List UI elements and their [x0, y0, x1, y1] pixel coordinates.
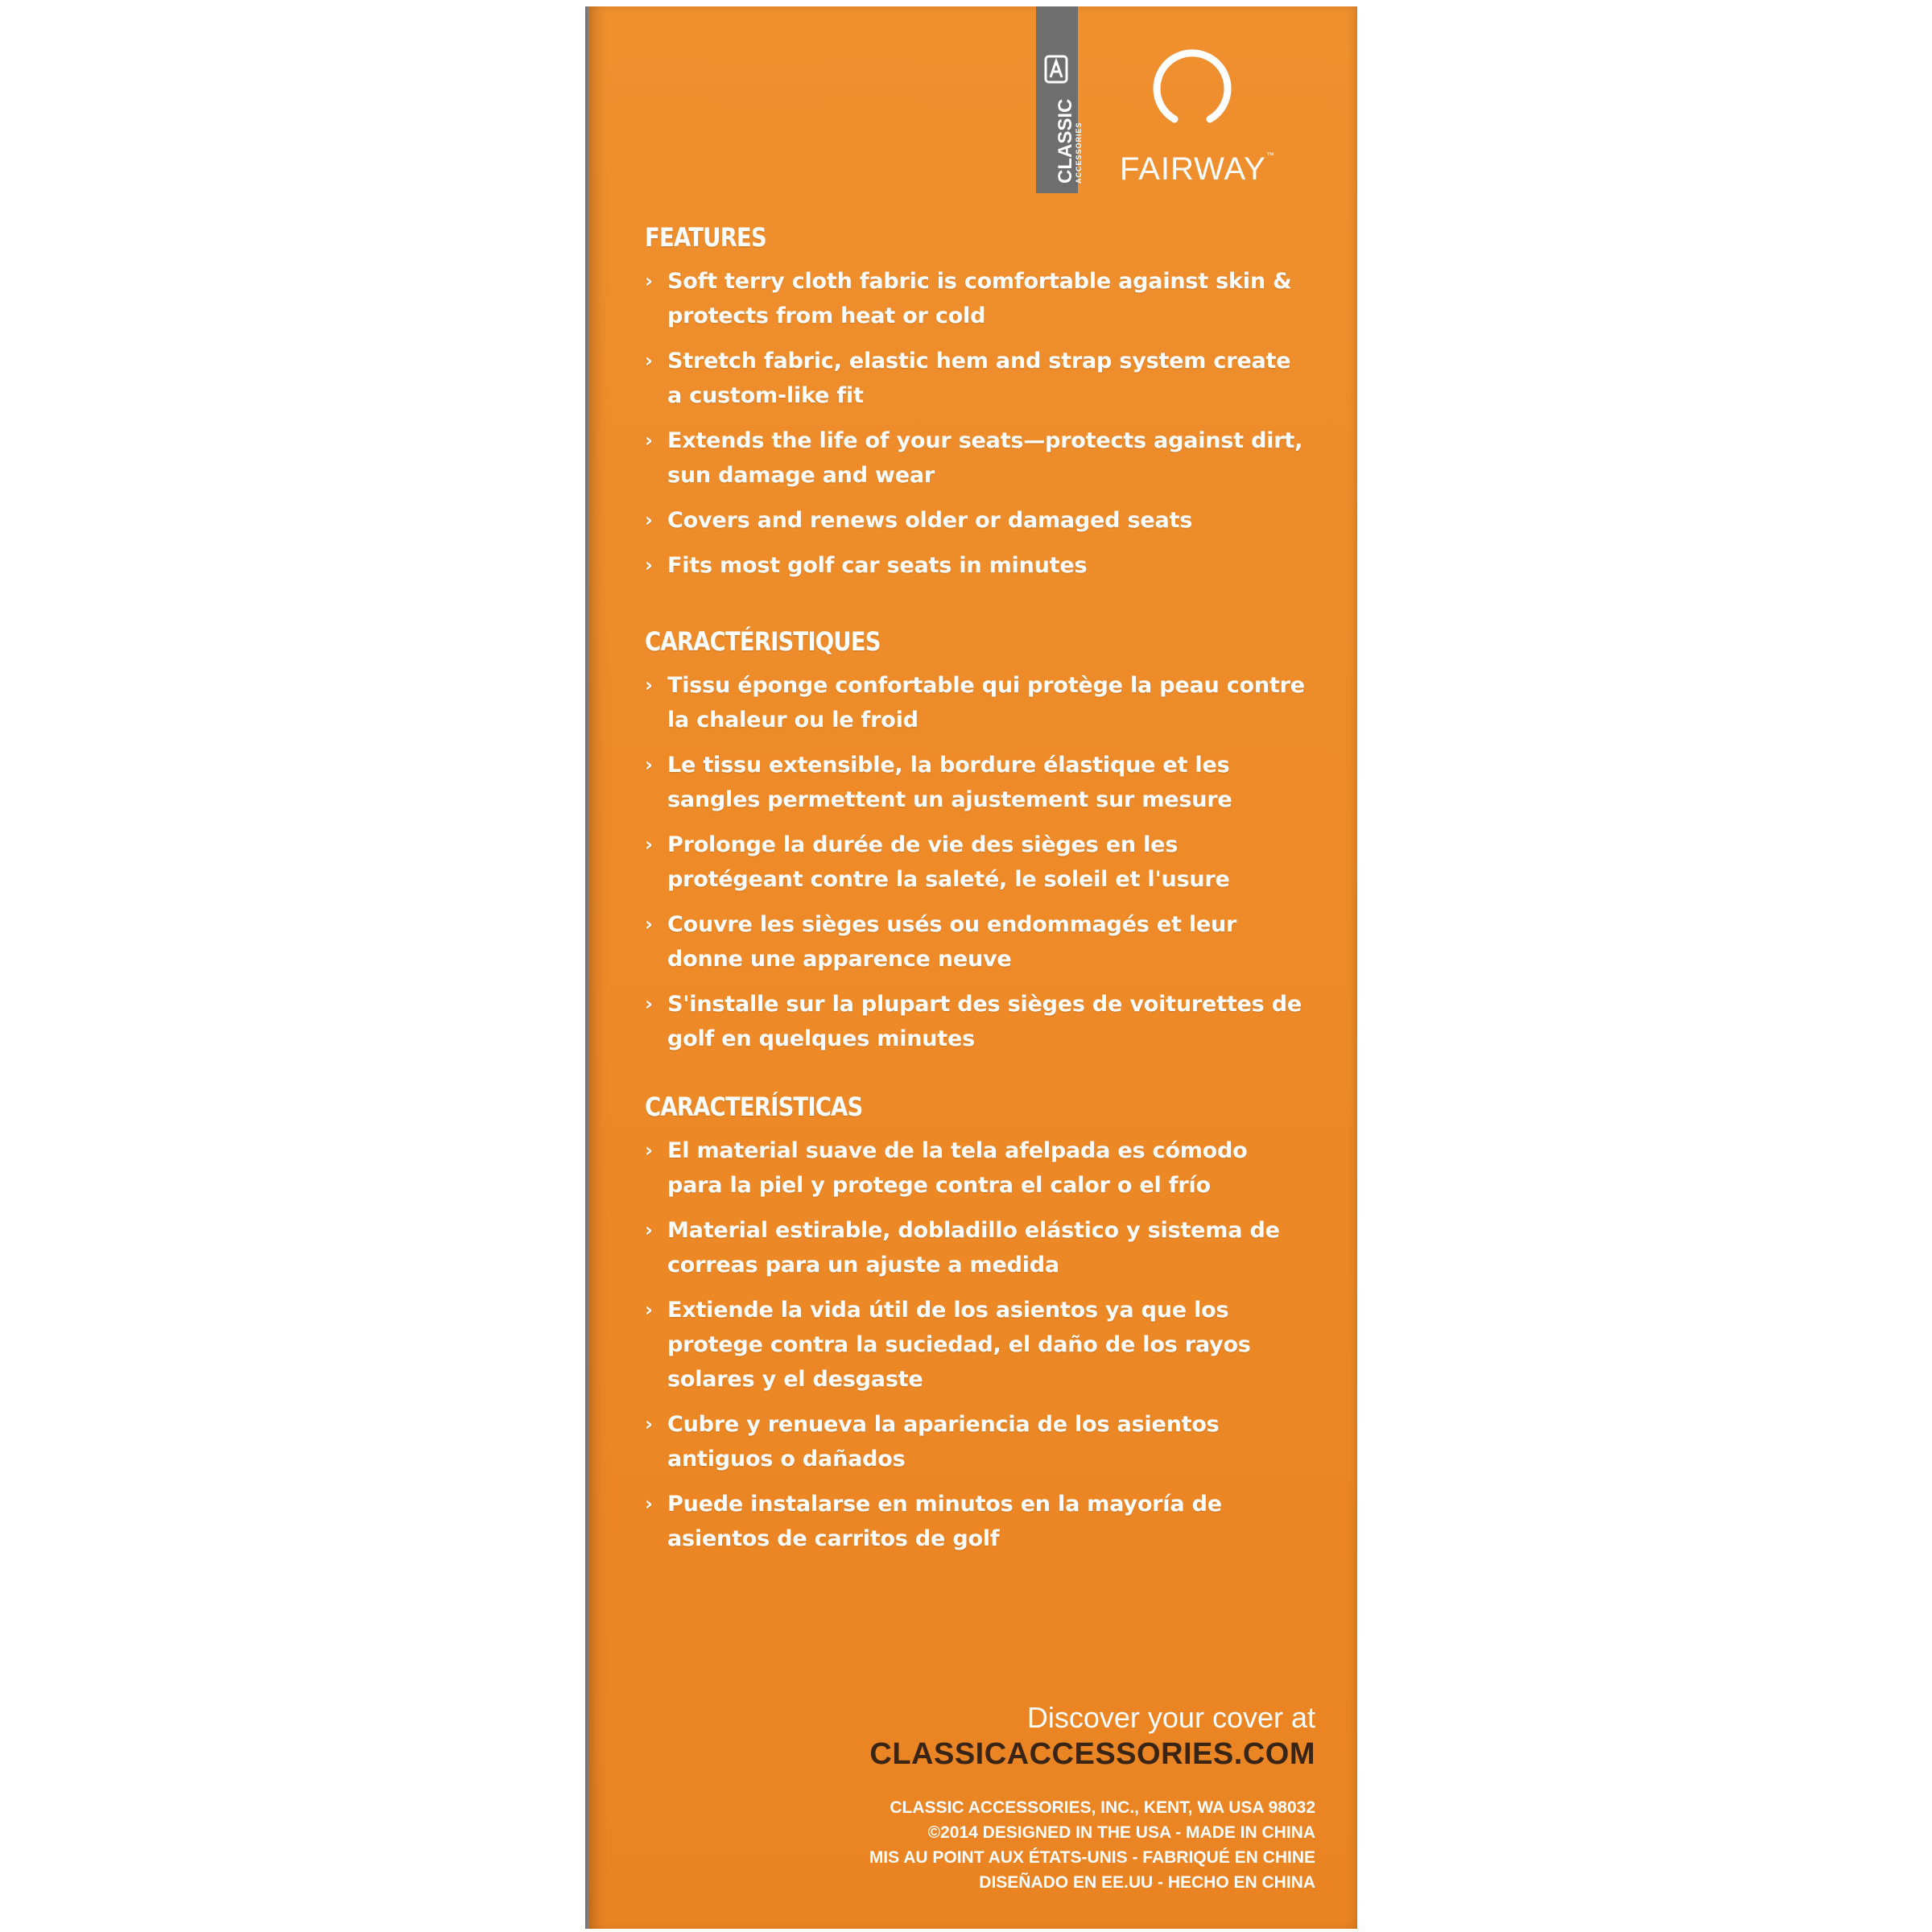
- list-item-text: Puede instalarse en minutos en la mayoría de asientos de carritos de golf: [667, 1492, 1222, 1551]
- list-item-text: Prolonge la durée de vie des sièges en les protégeant contre la saleté, le soleil et l'usure: [667, 832, 1230, 892]
- chevron-right-icon: ›: [645, 1413, 653, 1435]
- fairway-logo: [1120, 39, 1275, 200]
- chevron-right-icon: ›: [645, 1492, 653, 1515]
- fairway-wordmark-text: FAIRWAY: [1120, 151, 1266, 187]
- list-item-text: Covers and renews older or damaged seats: [667, 508, 1193, 533]
- chevron-right-icon: ›: [645, 429, 653, 452]
- caracteristiques-list: [645, 668, 1305, 1056]
- caracteristiques-section: [645, 626, 1305, 1067]
- chevron-right-icon: ›: [645, 674, 653, 696]
- chevron-right-icon: ›: [645, 913, 653, 935]
- ca-monogram-icon: [1044, 55, 1068, 84]
- legal-line-address: CLASSIC ACCESSORIES, INC., KENT, WA USA 98032: [890, 1798, 1315, 1817]
- section-title-caracteristicas: CARACTERÍSTICAS: [645, 1092, 863, 1122]
- classic-accessories-logo-tab: [1036, 6, 1083, 193]
- list-item: [645, 1293, 1305, 1397]
- list-item-text: Material estirable, dobladillo elástico y sistema de correas para un ajuste a medida: [667, 1218, 1280, 1278]
- features-section: [645, 222, 1305, 593]
- list-item: [645, 987, 1305, 1056]
- caracteristicas-section: [645, 1092, 1305, 1567]
- package-side-panel: [588, 6, 1357, 1929]
- list-item: [645, 1487, 1305, 1556]
- list-item: [645, 748, 1305, 817]
- legal-info: [869, 1795, 1315, 1895]
- list-item-text: Cubre y renueva la apariencia de los asientos antiguos o dañados: [667, 1412, 1220, 1472]
- list-item: [645, 264, 1305, 333]
- chevron-right-icon: ›: [645, 270, 653, 292]
- fairway-wordmark: [1120, 151, 1275, 188]
- list-item-text: Extends the life of your seats—protects against dirt, sun damage and wear: [667, 428, 1303, 488]
- chevron-right-icon: ›: [645, 349, 653, 372]
- list-item: [645, 1133, 1305, 1203]
- caracteristicas-list: [645, 1133, 1305, 1556]
- features-list: [645, 264, 1305, 583]
- list-item-text: Le tissu extensible, la bordure élastique et les sangles permettent un ajustement sur mesure: [667, 753, 1232, 812]
- list-item-text: El material suave de la tela afelpada es cómodo para la piel y protege contra el calor o el frío: [667, 1138, 1248, 1198]
- discover-tagline: Discover your cover at: [1026, 1701, 1315, 1734]
- website-url[interactable]: CLASSICACCESSORIES.COM: [869, 1737, 1315, 1771]
- list-item: [645, 907, 1305, 976]
- classic-accessories-wordmark: [1055, 98, 1083, 184]
- chevron-right-icon: ›: [645, 554, 653, 576]
- list-item-text: Soft terry cloth fabric is comfortable against skin & protects from heat or cold: [667, 269, 1292, 328]
- chevron-right-icon: ›: [645, 833, 653, 856]
- section-title-caracteristiques: CARACTÉRISTIQUES: [645, 626, 881, 657]
- trademark-symbol: ™: [1265, 151, 1275, 160]
- ca-wordmark-accessories: ACCESSORIES: [1075, 122, 1083, 184]
- list-item: [645, 503, 1305, 538]
- list-item: [645, 423, 1305, 493]
- legal-line-french: MIS AU POINT AUX ÉTATS-UNIS - FABRIQUÉ EN CHINE: [869, 1848, 1315, 1867]
- ring-logo-icon: [1150, 45, 1234, 129]
- list-item-text: Extiende la vida útil de los asientos ya que los protege contra la suciedad, el daño de los rayos solares y el desgaste: [667, 1298, 1251, 1392]
- list-item-text: Couvre les sièges usés ou endommagés et leur donne une apparence neuve: [667, 912, 1237, 972]
- list-item-text: S'installe sur la plupart des sièges de voiturettes de golf en quelques minutes: [667, 992, 1302, 1051]
- legal-line-copyright: ©2014 DESIGNED IN THE USA - MADE IN CHINA: [927, 1823, 1315, 1842]
- list-item: [645, 828, 1305, 897]
- list-item: [645, 1407, 1305, 1476]
- chevron-right-icon: ›: [645, 753, 653, 776]
- list-item-text: Tissu éponge confortable qui protège la peau contre la chaleur ou le froid: [667, 673, 1305, 733]
- chevron-right-icon: ›: [645, 993, 653, 1015]
- section-title-features: FEATURES: [645, 222, 766, 253]
- list-item: [645, 548, 1305, 583]
- list-item-text: Stretch fabric, elastic hem and strap system create a custom-like fit: [667, 349, 1291, 408]
- ca-wordmark-classic: CLASSIC: [1055, 98, 1076, 184]
- chevron-right-icon: ›: [645, 1298, 653, 1321]
- list-item: [645, 1213, 1305, 1282]
- list-item-text: Fits most golf car seats in minutes: [667, 553, 1088, 578]
- chevron-right-icon: ›: [645, 1139, 653, 1162]
- chevron-right-icon: ›: [645, 509, 653, 531]
- chevron-right-icon: ›: [645, 1219, 653, 1241]
- list-item: [645, 344, 1305, 413]
- legal-line-spanish: DISEÑADO EN EE.UU - HECHO EN CHINA: [979, 1873, 1315, 1892]
- list-item: [645, 668, 1305, 737]
